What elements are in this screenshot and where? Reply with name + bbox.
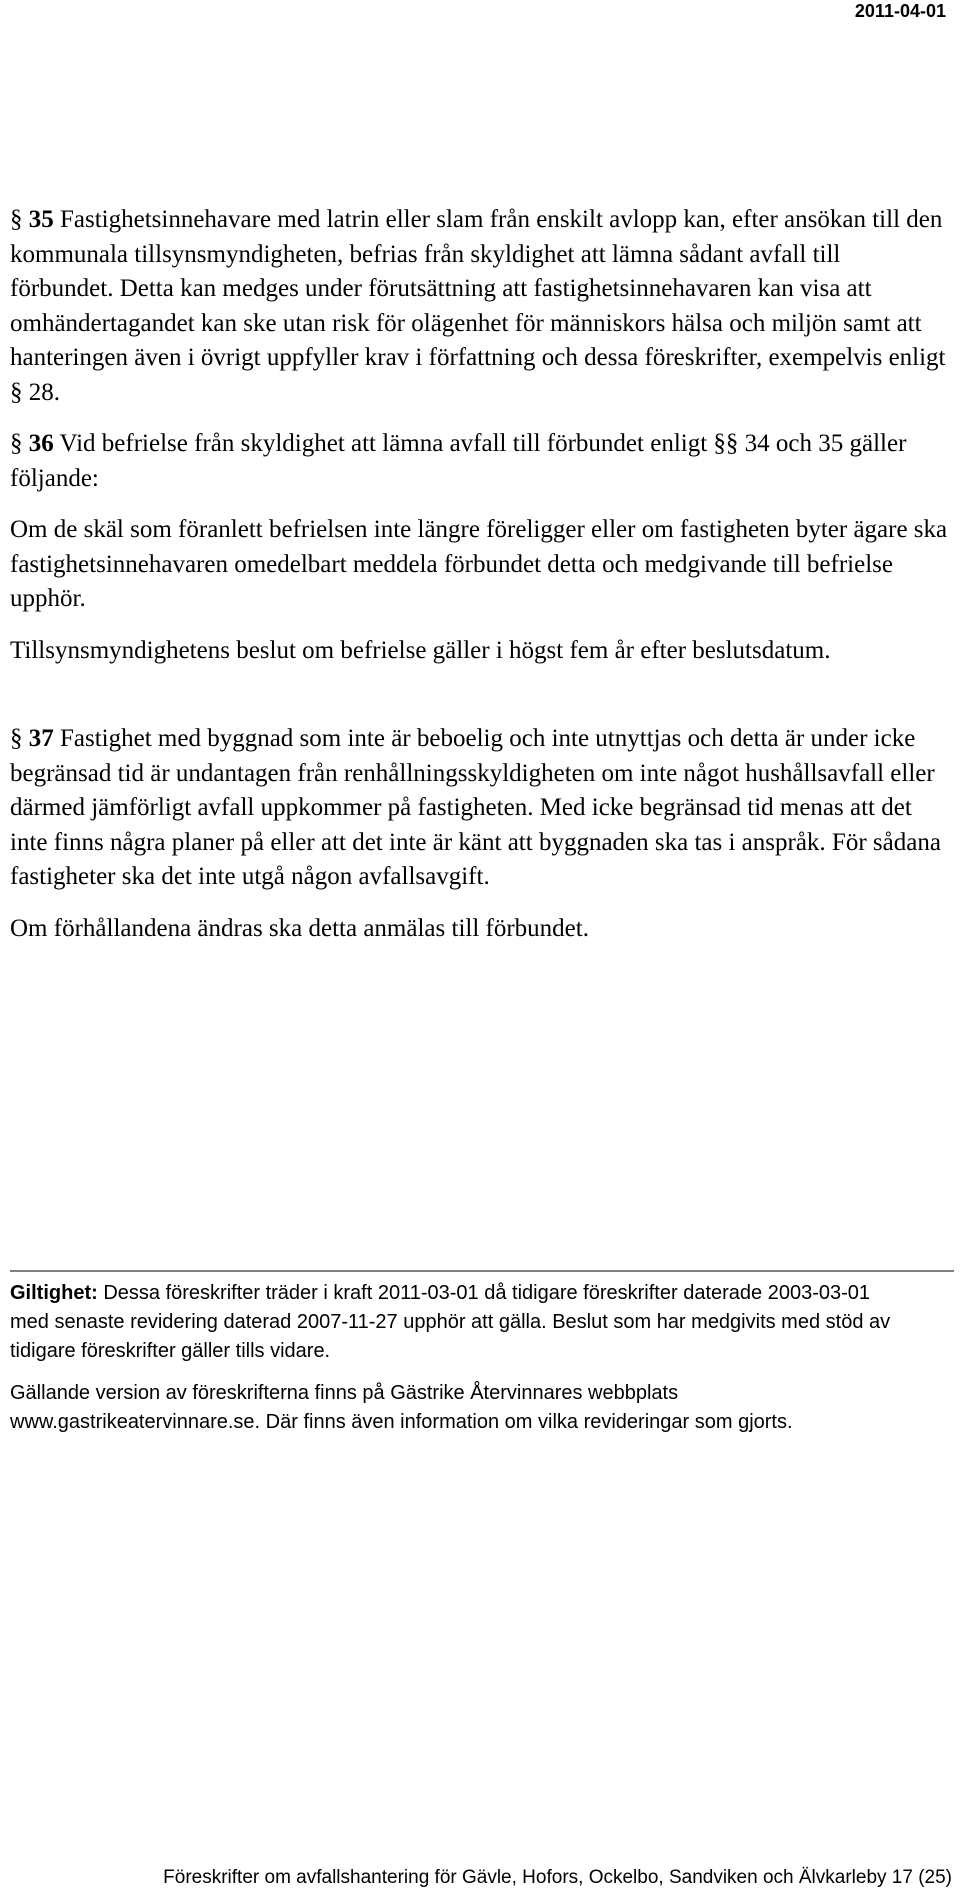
page-footer: Föreskrifter om avfallshantering för Gävle, Hofors, Ockelbo, Sandviken och Älvkarleby 17 (25) (163, 1867, 952, 1888)
section-37-paragraph-1 (10, 722, 950, 895)
section-36-paragraph-3: Tillsynsmyndighetens beslut om befrielse gäller i högst fem år efter beslutsdatum. (10, 636, 831, 664)
section-text: Fastighet med byggnad som inte är beboelig och inte utnyttjas och detta är under icke begränsad tid är undantagen från renhållningsskyldigheten om inte något hushållsavfall eller därmed jämförligt avfall uppkommer på fastigheten. Med icke begränsad tid menas att det inte finns några planer på eller att det inte är känt att byggnaden ska tas i anspråk. För sådana fastigheter ska det inte utgå någon avfallsavgift. (10, 725, 941, 890)
validity-text: Dessa föreskrifter träder i kraft 2011-03-01 då tidigare föreskrifter daterade 2003-03-01 med senaste revidering daterad 2007-11-27 upphör att gälla. Beslut som har medgivits med stöd av tidigare föreskrifter gäller tills vidare. (10, 1282, 891, 1362)
section-35-paragraph-1 (10, 203, 950, 410)
version-paragraph: Gällande version av föreskrifterna finns på Gästrike Återvinnares webbplats www.gastrikeatervinnare.se. Där finns även information om vilka revideringar som gjorts. (10, 1382, 793, 1433)
section-number: 37 (28, 725, 54, 752)
section-number: 35 (28, 206, 54, 233)
validity-label: Giltighet: (10, 1282, 98, 1304)
section-35 (10, 203, 950, 410)
section-37-paragraph-2: Om förhållandena ändras ska detta anmälas till förbundet. (10, 914, 589, 942)
section-text: Fastighetsinnehavare med latrin eller slam från enskilt avlopp kan, efter ansökan till den kommunala tillsynsmyndigheten, befrias från skyldighet att lämna sådant avfall till förbundet. Detta kan medges under förutsättning att fastighetsinnehavaren kan visa att omhändertagandet kan ske utan risk för olägenhet för människors hälsa och miljön samt att hanteringen även i övrigt uppfyller krav i författning och dessa föreskrifter, exempelvis enligt § 28. (10, 206, 946, 406)
validity-paragraph (10, 1279, 910, 1366)
section-36-paragraph-1 (10, 427, 950, 496)
section-36-paragraph-2: Om de skäl som föranlett befrielsen inte längre föreligger eller om fastigheten byter ägare ska fastighetsinnehavaren omedelbart meddela förbundet detta och medgivande till befrielse upphör. (10, 516, 948, 612)
section-symbol: § (10, 206, 23, 233)
section-symbol: § (10, 430, 23, 457)
divider-line (10, 1270, 954, 1272)
header-date: 2011-04-01 (854, 1, 946, 21)
section-symbol: § (10, 725, 23, 752)
section-37 (10, 722, 950, 946)
section-text: Vid befrielse från skyldighet att lämna avfall till förbundet enligt §§ 34 och 35 gäller följande: (10, 430, 907, 492)
section-number: 36 (28, 430, 54, 457)
section-36 (10, 427, 950, 668)
validity-block (10, 1279, 910, 1437)
